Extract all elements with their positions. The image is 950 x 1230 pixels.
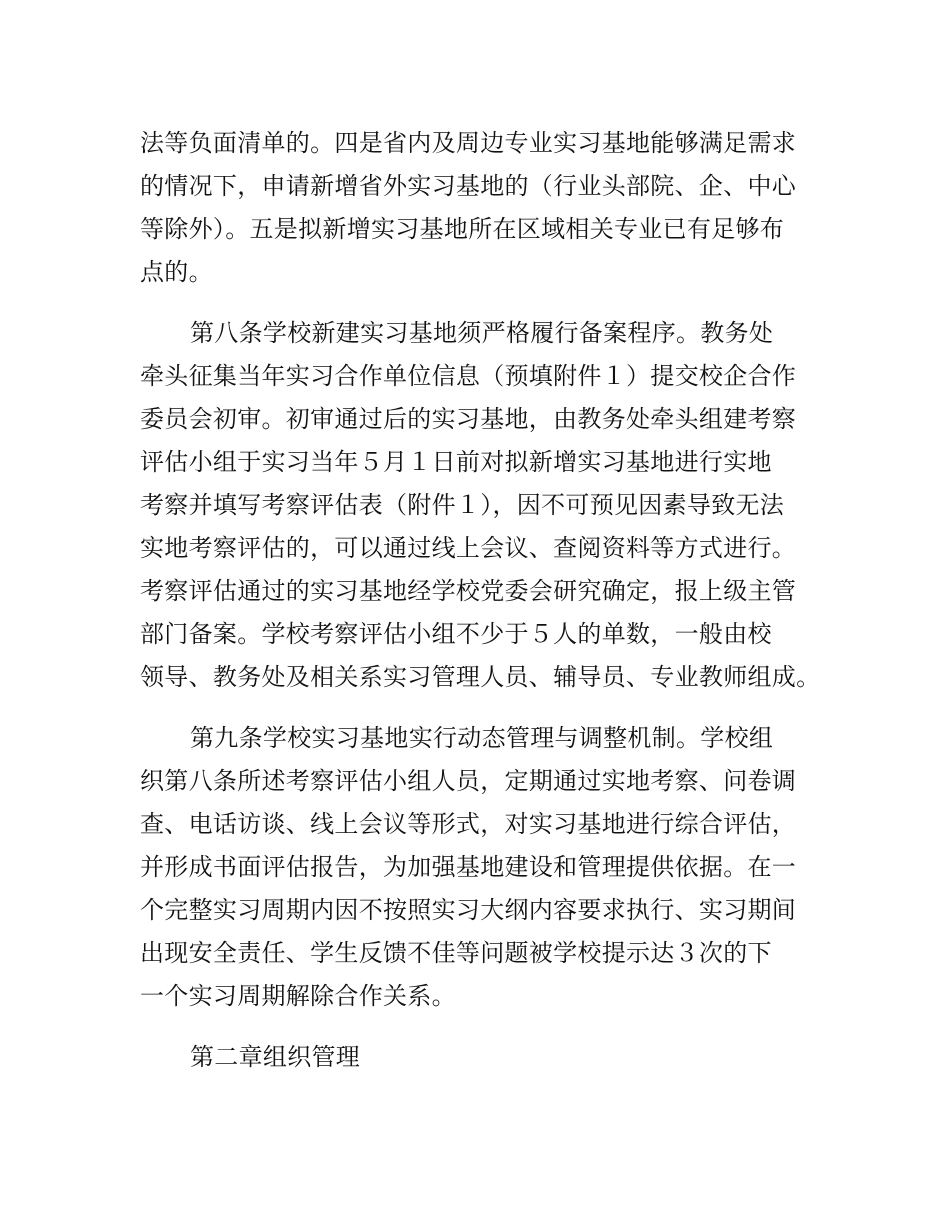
text-line: 出现安全责任、学生反馈不佳等问题被学校提示达３次的下 (140, 939, 772, 967)
text-line: 等除外）。五是拟新增实习基地所在区域相关专业已有足够布 (140, 215, 785, 243)
text-line: 考察评估通过的实习基地经学校党委会研究确定，报上级主管 (140, 577, 797, 605)
text-line: 考察并填写考察评估表（附件１），因不可预见因素导致无法 (140, 491, 785, 519)
text-line: 并形成书面评估报告，为加强基地建设和管理提供依据。在一 (140, 853, 797, 881)
text-line: 部门备案。学校考察评估小组不少于５人的单数，一般由校 (140, 620, 772, 648)
text-line: 查、电话访谈、线上会议等形式，对实习基地进行综合评估， (140, 810, 797, 838)
chapter-heading: 第二章组织管理 (190, 1043, 361, 1071)
text-line: 实地考察评估的，可以通过线上会议、查阅资料等方式进行。 (140, 534, 797, 562)
text-line: 领导、教务处及相关系实习管理人员、辅导员、专业教师组成。 (140, 663, 821, 691)
text-line: 第八条学校新建实习基地须严格履行备案程序。教务处 (190, 319, 774, 347)
text-line: 法等负面清单的。四是省内及周边专业实习基地能够满足需求 (140, 129, 797, 157)
text-line: 第九条学校实习基地实行动态管理与调整机制。学校组 (190, 724, 774, 752)
text-line: 的情况下，申请新增省外实习基地的（行业头部院、企、中心 (140, 172, 797, 200)
text-line: 个完整实习周期内因不按照实习大纲内容要求执行、实习期间 (140, 896, 797, 924)
text-line: 评估小组于实习当年５月１日前对拟新增实习基地进行实地 (140, 448, 772, 476)
text-line: 一个实习周期解除合作关系。 (140, 982, 456, 1010)
text-line: 委员会初审。初审通过后的实习基地，由教务处牵头组建考察 (140, 405, 797, 433)
text-line: 织第八条所述考察评估小组人员，定期通过实地考察、问卷调 (140, 767, 797, 795)
text-line: 点的。 (140, 258, 213, 286)
text-line: 牵头征集当年实习合作单位信息（预填附件１）提交校企合作 (140, 362, 797, 390)
